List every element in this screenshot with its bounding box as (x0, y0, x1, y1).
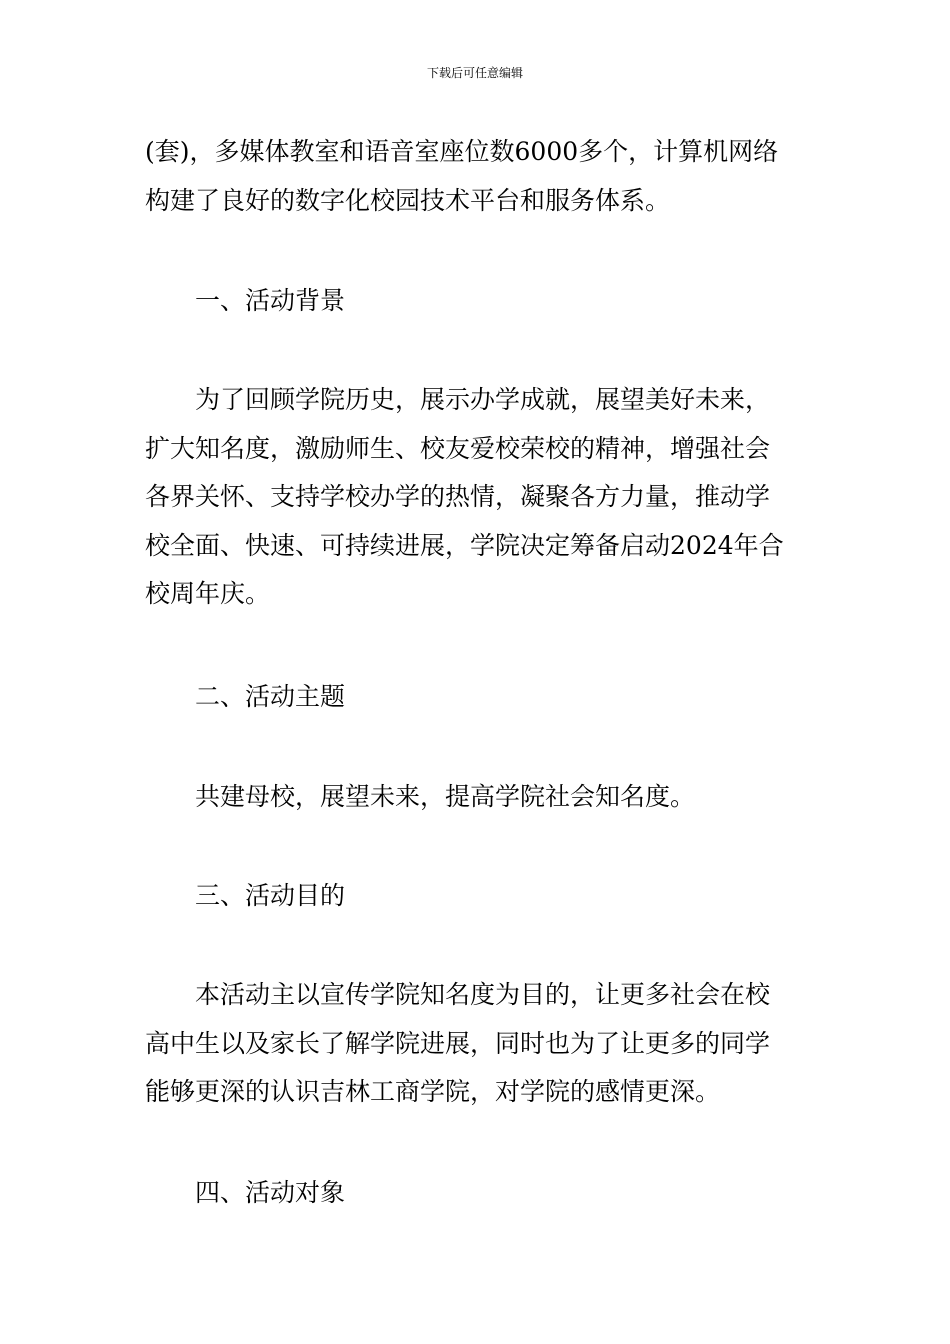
heading-purpose: 三、活动目的 (195, 881, 346, 910)
intro-paragraph (145, 128, 810, 225)
heading-theme: 二、活动主题 (195, 682, 346, 711)
background-paragraph (145, 376, 810, 619)
purpose-line-1: 本活动主以宣传学院知名度为目的，让更多社会在校 (195, 980, 771, 1009)
intro-line-1: (套)，多媒体教室和语音室座位数6000多个，计算机网络 (145, 137, 779, 166)
background-line-2: 扩大知名度，激励师生、校友爱校荣校的精神，增强社会 (145, 433, 771, 463)
theme-line-1: 共建母校，展望未来，提高学院社会知名度。 (195, 782, 696, 811)
purpose-line-3: 能够更深的认识吉林工商学院，对学院的感情更深。 (145, 1077, 721, 1106)
background-line-3: 各界关怀、支持学校办学的热情，凝聚各方力量，推动学 (145, 482, 771, 511)
background-line-5: 校周年庆。 (145, 579, 271, 608)
theme-paragraph (145, 773, 810, 822)
section-heading-audience (145, 1169, 810, 1218)
section-heading-purpose (145, 872, 810, 921)
page-header: 下载后可任意编辑 (426, 66, 523, 80)
background-line-4: 校全面、快速、可持续进展，学院决定筹备启动2024年合 (145, 530, 784, 560)
purpose-paragraph (145, 971, 810, 1117)
section-heading-theme (145, 673, 810, 722)
intro-line-2: 构建了良好的数字化校园技术平台和服务体系。 (145, 185, 671, 215)
background-line-1: 为了回顾学院历史，展示办学成就，展望美好未来， (195, 385, 771, 414)
heading-background: 一、活动背景 (195, 286, 346, 315)
purpose-line-2: 高中生以及家长了解学院进展，同时也为了让更多的同学 (145, 1028, 771, 1058)
section-heading-background (145, 277, 810, 326)
heading-audience: 四、活动对象 (195, 1178, 346, 1207)
